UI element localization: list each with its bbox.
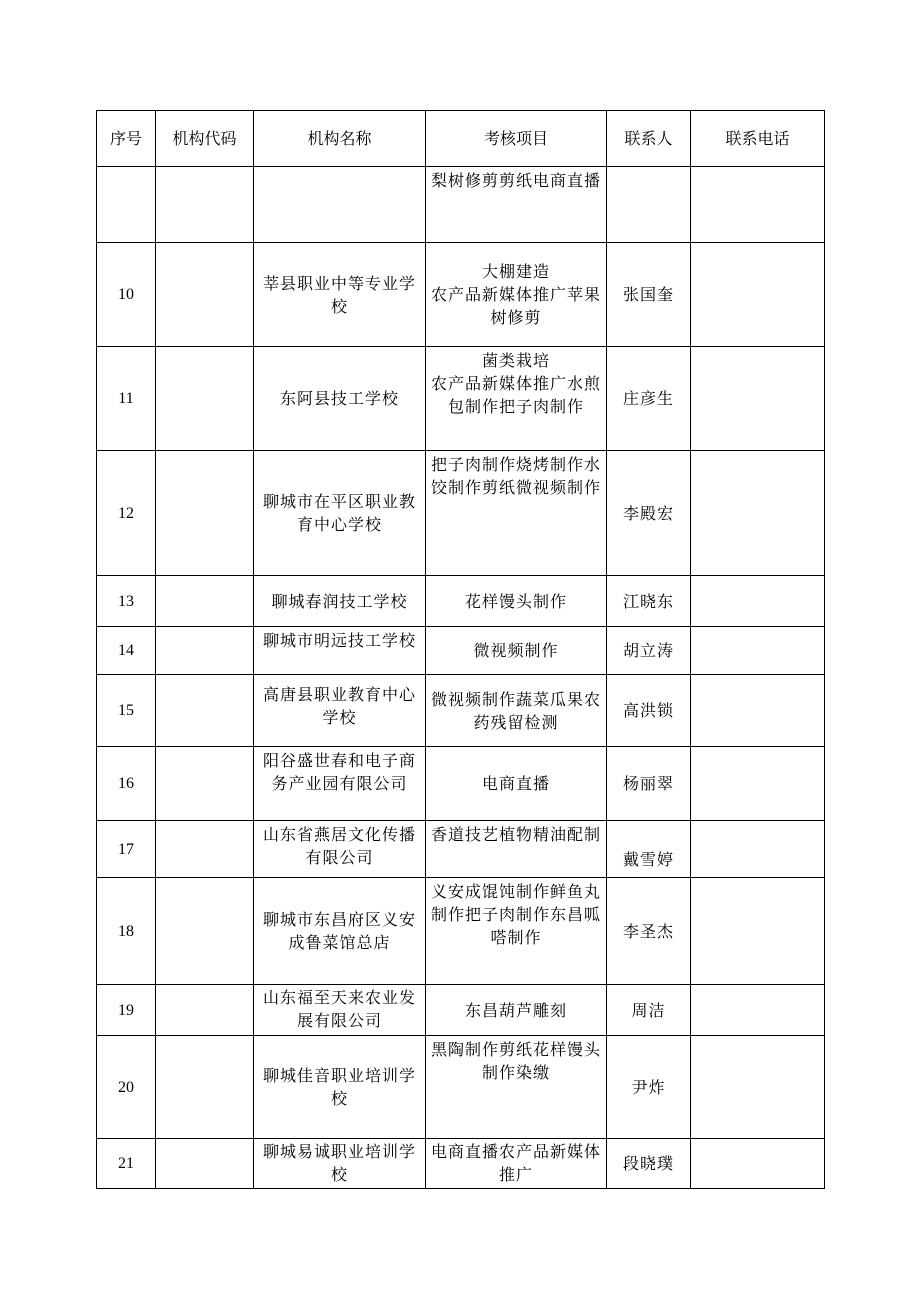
cell-phone	[691, 1139, 825, 1189]
cell-phone	[691, 1036, 825, 1139]
cell-seq: 16	[97, 747, 156, 821]
cell-org-name	[254, 167, 426, 243]
cell-phone	[691, 347, 825, 451]
cell-phone	[691, 821, 825, 878]
cell-org-code	[156, 1139, 254, 1189]
cell-seq: 11	[97, 347, 156, 451]
cell-contact: 杨丽翠	[607, 747, 691, 821]
header-seq: 序号	[97, 111, 156, 167]
cell-contact: 江晓东	[607, 576, 691, 627]
cell-contact: 高洪锁	[607, 675, 691, 747]
cell-project: 大棚建造 农产品新媒体推广苹果树修剪	[426, 243, 607, 347]
cell-project: 香道技艺植物精油配制	[426, 821, 607, 878]
cell-org-name: 聊城市明远技工学校	[254, 627, 426, 675]
cell-seq: 10	[97, 243, 156, 347]
cell-seq: 13	[97, 576, 156, 627]
cell-seq: 18	[97, 878, 156, 985]
table-row	[97, 451, 825, 576]
cell-org-name: 聊城易诚职业培训学校	[254, 1139, 426, 1189]
cell-org-name: 莘县职业中等专业学校	[254, 243, 426, 347]
table-row	[97, 167, 825, 243]
cell-phone	[691, 627, 825, 675]
cell-org-name: 聊城市在平区职业教育中心学校	[254, 451, 426, 576]
header-contact: 联系人	[607, 111, 691, 167]
table-row	[97, 347, 825, 451]
cell-org-code	[156, 878, 254, 985]
cell-org-code	[156, 985, 254, 1036]
table-row	[97, 1139, 825, 1189]
cell-contact: 周洁	[607, 985, 691, 1036]
cell-project: 花样馒头制作	[426, 576, 607, 627]
cell-org-name: 聊城春润技工学校	[254, 576, 426, 627]
cell-contact: 段晓璞	[607, 1139, 691, 1189]
table-header-row	[97, 111, 825, 167]
table-row	[97, 747, 825, 821]
cell-seq	[97, 167, 156, 243]
cell-org-code	[156, 747, 254, 821]
cell-contact: 张国奎	[607, 243, 691, 347]
cell-seq: 14	[97, 627, 156, 675]
cell-project: 微视频制作蔬菜瓜果农药残留检测	[426, 675, 607, 747]
cell-org-name: 东阿县技工学校	[254, 347, 426, 451]
cell-project: 梨树修剪剪纸电商直播	[426, 167, 607, 243]
cell-project: 把子肉制作烧烤制作水饺制作剪纸微视频制作	[426, 451, 607, 576]
table-row	[97, 985, 825, 1036]
cell-org-code	[156, 821, 254, 878]
header-org-name: 机构名称	[254, 111, 426, 167]
cell-phone	[691, 576, 825, 627]
cell-phone	[691, 878, 825, 985]
cell-seq: 20	[97, 1036, 156, 1139]
cell-seq: 21	[97, 1139, 156, 1189]
cell-seq: 17	[97, 821, 156, 878]
institution-table	[96, 110, 825, 1189]
cell-org-code	[156, 1036, 254, 1139]
cell-project: 东昌葫芦雕刻	[426, 985, 607, 1036]
cell-org-name: 高唐县职业教育中心学校	[254, 675, 426, 747]
cell-seq: 19	[97, 985, 156, 1036]
cell-contact: 李殿宏	[607, 451, 691, 576]
cell-org-code	[156, 576, 254, 627]
cell-org-name: 聊城佳音职业培训学校	[254, 1036, 426, 1139]
cell-org-name: 山东省燕居文化传播有限公司	[254, 821, 426, 878]
cell-org-code	[156, 627, 254, 675]
cell-project: 菌类栽培 农产品新媒体推广水煎包制作把子肉制作	[426, 347, 607, 451]
table-row	[97, 576, 825, 627]
cell-seq: 12	[97, 451, 156, 576]
table-row	[97, 1036, 825, 1139]
cell-contact	[607, 167, 691, 243]
cell-phone	[691, 243, 825, 347]
cell-contact: 庄彦生	[607, 347, 691, 451]
cell-project: 电商直播农产品新媒体推广	[426, 1139, 607, 1189]
cell-org-code	[156, 243, 254, 347]
cell-org-name: 阳谷盛世春和电子商务产业园有限公司	[254, 747, 426, 821]
cell-org-name: 聊城市东昌府区义安成鲁菜馆总店	[254, 878, 426, 985]
table-row	[97, 821, 825, 878]
cell-project: 义安成馄饨制作鲜鱼丸制作把子肉制作东昌呱嗒制作	[426, 878, 607, 985]
cell-project: 微视频制作	[426, 627, 607, 675]
cell-org-code	[156, 451, 254, 576]
cell-org-code	[156, 347, 254, 451]
cell-contact: 尹炸	[607, 1036, 691, 1139]
table-row	[97, 878, 825, 985]
header-phone: 联系电话	[691, 111, 825, 167]
cell-phone	[691, 747, 825, 821]
table-row	[97, 627, 825, 675]
cell-project: 黑陶制作剪纸花样馒头制作染缴	[426, 1036, 607, 1139]
cell-phone	[691, 985, 825, 1036]
cell-org-code	[156, 167, 254, 243]
cell-contact: 胡立涛	[607, 627, 691, 675]
cell-org-code	[156, 675, 254, 747]
cell-phone	[691, 675, 825, 747]
cell-phone	[691, 167, 825, 243]
cell-org-name: 山东福至天来农业发展有限公司	[254, 985, 426, 1036]
cell-contact: 李圣杰	[607, 878, 691, 985]
table-row	[97, 243, 825, 347]
cell-phone	[691, 451, 825, 576]
cell-contact: 戴雪婷	[607, 821, 691, 878]
cell-project: 电商直播	[426, 747, 607, 821]
table-row	[97, 675, 825, 747]
cell-seq: 15	[97, 675, 156, 747]
header-org-code: 机构代码	[156, 111, 254, 167]
header-project: 考核项目	[426, 111, 607, 167]
